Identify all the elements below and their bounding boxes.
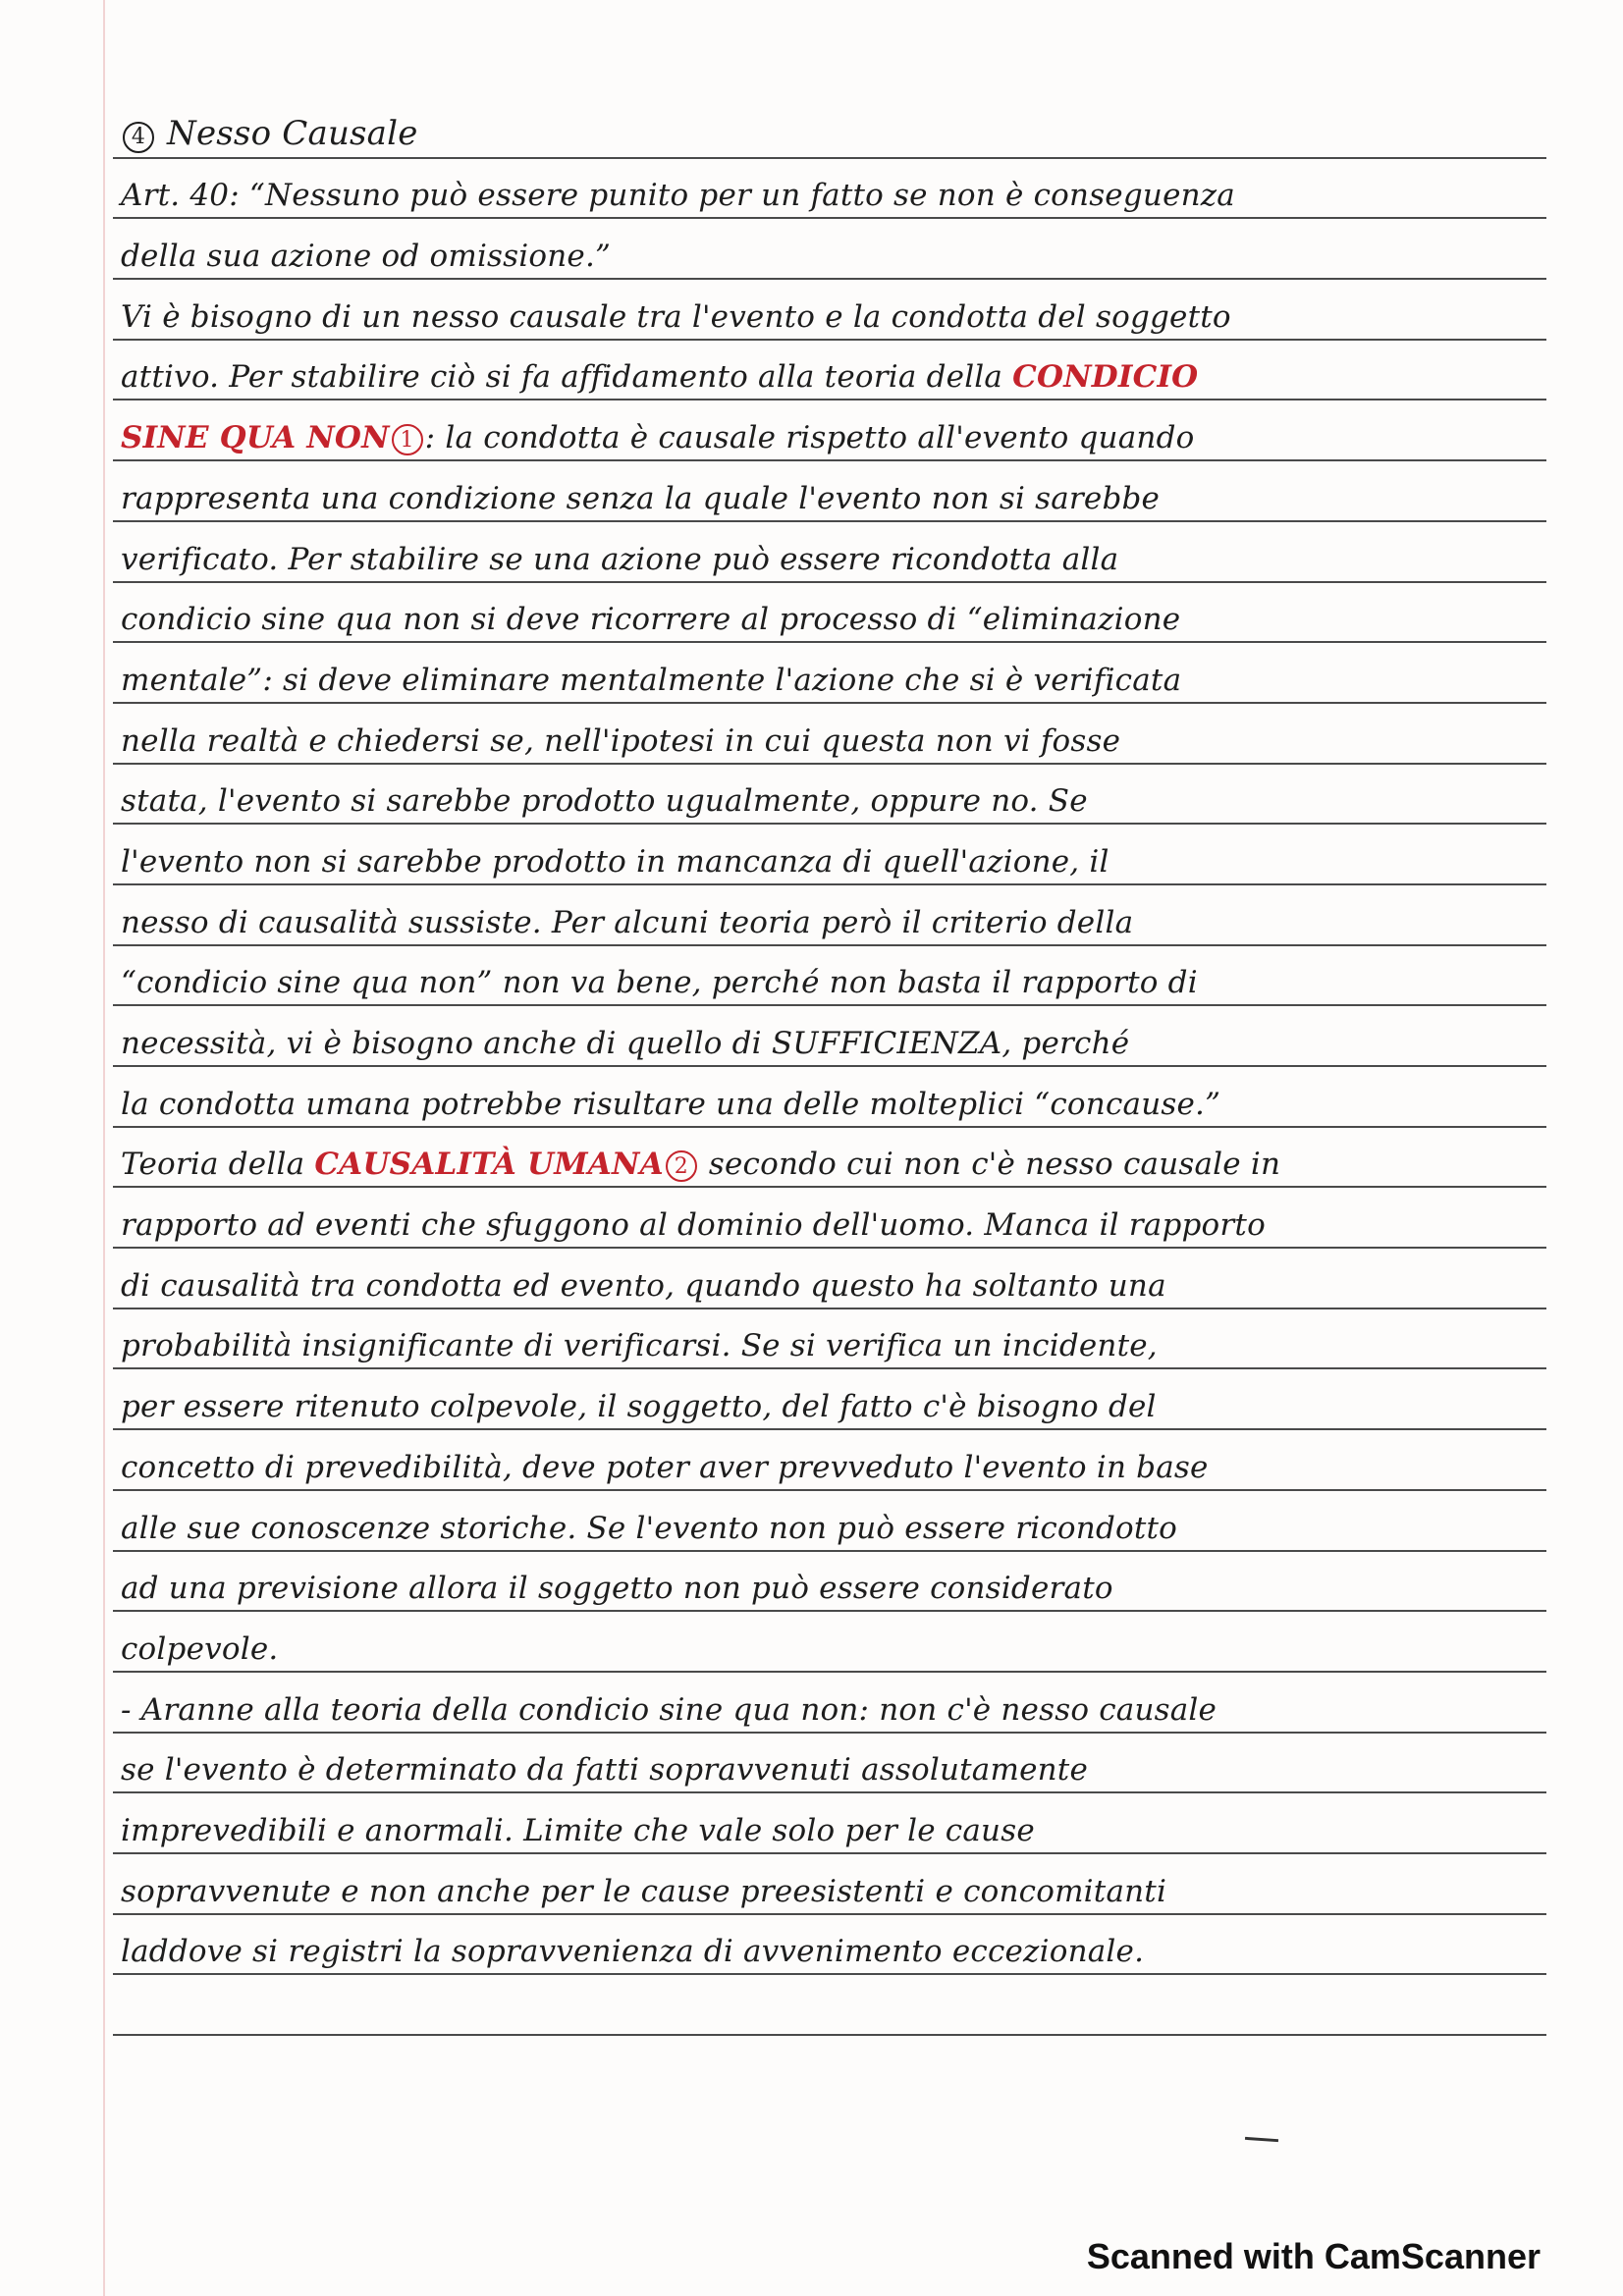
note-text: sopravvenute e non anche per le cause preesistenti e concomitanti: [121, 1873, 1167, 1909]
note-line: [113, 643, 1546, 704]
margin-line: [103, 0, 105, 2296]
note-line: [113, 461, 1546, 522]
note-line: [113, 946, 1546, 1007]
note-text: - Aranne alla teoria della condicio sine qua non: non c'è nesso causale: [121, 1691, 1217, 1728]
note-line: [113, 1006, 1546, 1067]
note-text: Art. 40: “Nessuno può essere punito per un fatto se non è conseguenza: [121, 178, 1235, 214]
circled-number: 2: [666, 1150, 697, 1182]
note-line: [113, 1612, 1546, 1673]
note-text: di causalità tra condotta ed evento, quando questo ha soltanto una: [121, 1267, 1166, 1304]
note-text: della sua azione od omissione.”: [121, 239, 612, 275]
note-text: verificato. Per stabilire se una azione può essere ricondotta alla: [121, 541, 1119, 577]
note-text: ad una previsione allora il soggetto non può essere considerato: [121, 1571, 1113, 1607]
note-text: se l'evento è determinato da fatti sopravvenuti assolutamente: [121, 1752, 1088, 1789]
circled-number: 4: [123, 122, 154, 153]
note-text: concetto di prevedibilità, deve poter aver prevveduto l'evento in base: [121, 1449, 1209, 1485]
note-line: [113, 1491, 1546, 1552]
note-text: Teoria della: [121, 1147, 315, 1183]
note-text: nesso di causalità sussiste. Per alcuni teoria però il criterio della: [121, 904, 1134, 940]
note-text: necessità, vi è bisogno anche di quello di: [121, 1026, 772, 1061]
note-line: [113, 885, 1546, 946]
note-line: [113, 1067, 1546, 1128]
pen-mark: [1245, 2137, 1278, 2142]
note-text: imprevedibili e anormali. Limite che vale solo per le cause: [121, 1812, 1035, 1848]
note-line: [113, 159, 1546, 220]
note-text: secondo cui non c'è nesso causale in: [698, 1147, 1281, 1183]
note-text: stata, l'evento si sarebbe prodotto ugualmente, oppure no. Se: [121, 783, 1088, 820]
note-text: l'evento non si sarebbe prodotto in mancanza di quell'azione, il: [121, 843, 1109, 880]
note-text: attivo. Per stabilire ciò si fa affidamento alla teoria della: [121, 359, 1013, 396]
highlighted-term: SINE QUA NON: [121, 420, 390, 456]
note-text: alle sue conoscenze storiche. Se l'evento non può essere ricondotto: [121, 1510, 1178, 1546]
note-text: : la condotta è causale rispetto all'evento quando: [424, 420, 1195, 456]
note-text: Vi è bisogno di un nesso causale tra l'evento e la condotta del soggetto: [121, 298, 1231, 335]
note-line: [113, 583, 1546, 644]
note-line: [113, 1369, 1546, 1430]
note-text: mentale”: si deve eliminare mentalmente l'azione che si è verificata: [121, 662, 1182, 698]
scanner-watermark: Scanned with CamScanner: [1086, 2236, 1541, 2276]
note-text: per essere ritenuto colpevole, il soggetto, del fatto c'è bisogno del: [121, 1389, 1157, 1425]
note-text: nella realtà e chiedersi se, nell'ipotesi in cui questa non vi fosse: [121, 722, 1121, 759]
note-line: [113, 1188, 1546, 1249]
note-line: [113, 704, 1546, 765]
note-line: [113, 825, 1546, 885]
note-text: , perché: [1001, 1026, 1130, 1061]
note-text: “condicio sine qua non” non va bene, perché non basta il rapporto di: [121, 965, 1198, 1001]
note-text: la condotta umana potrebbe risultare una delle molteplici “concause.”: [121, 1086, 1221, 1122]
note-text: probabilità insignificante di verificarsi. Se si verifica un incidente,: [121, 1328, 1158, 1364]
note-line: [113, 1915, 1546, 1976]
note-text: laddove si registri la sopravvenienza di avvenimento eccezionale.: [121, 1934, 1145, 1970]
highlighted-term: CAUSALITÀ UMANA: [314, 1147, 664, 1183]
note-line: [113, 765, 1546, 826]
note-text: colpevole.: [121, 1630, 279, 1667]
note-line: [113, 219, 1546, 280]
highlighted-term: CONDICIO: [1012, 359, 1199, 396]
note-text: Nesso Causale: [156, 113, 418, 153]
note-line: [113, 1552, 1546, 1613]
note-line: [113, 1309, 1546, 1370]
note-line: [113, 400, 1546, 461]
note-line: [113, 1734, 1546, 1794]
note-line: [113, 1975, 1546, 2036]
note-line: [113, 1430, 1546, 1491]
note-line: [113, 1673, 1546, 1734]
note-line: [113, 1793, 1546, 1854]
note-text: SUFFICIENZA: [771, 1026, 1002, 1061]
note-text: rapporto ad eventi che sfuggono al dominio dell'uomo. Manca il rapporto: [121, 1207, 1266, 1244]
note-line: [113, 341, 1546, 401]
handwritten-notes: [113, 98, 1546, 2036]
note-line: [113, 522, 1546, 583]
note-line: [113, 1128, 1546, 1189]
circled-number: 1: [392, 424, 423, 455]
note-line: [113, 98, 1546, 159]
note-line: [113, 280, 1546, 341]
note-text: condicio sine qua non si deve ricorrere al processo di “eliminazione: [121, 602, 1181, 638]
note-line: [113, 1249, 1546, 1309]
note-text: rappresenta una condizione senza la quale l'evento non si sarebbe: [121, 480, 1161, 516]
note-line: [113, 1854, 1546, 1915]
